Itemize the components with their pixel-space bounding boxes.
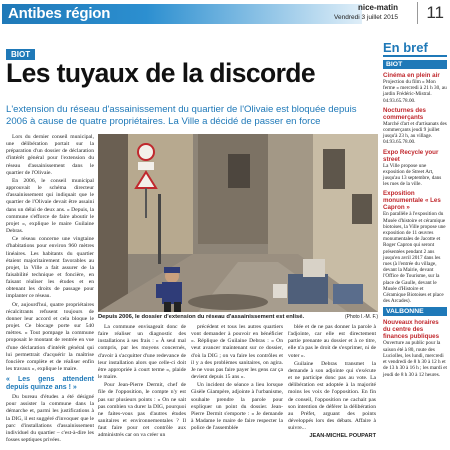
- page-header: [0, 0, 450, 28]
- paragraph: En 2006, le conseil municipal approuvait le schéma directeur d'assainissement qui indiquait que le quartier de l'Olivaie devait être assaini dans un délai de deux ans. « Depuis, la commune s'efforce de faire aboutir le projet », explique le maire Guilaine Debras.: [6, 177, 94, 235]
- paragraph: Lors du dernier conseil municipal, une délibération portait sur la préparation d'un dossier de déclaration d'intérêt général pour l'extension du réseau d'assainissement dans le quartier de l'Olivaie.: [6, 134, 94, 176]
- section-title: Antibes région: [8, 5, 111, 22]
- brief-title: Cinéma en plein air: [383, 72, 440, 79]
- headline: Les tuyaux de la discorde: [6, 58, 316, 88]
- article-column-2: [98, 324, 186, 441]
- paragraph: Un incident de séance a lieu lorsque Gisèle Giampère, adjointe à l'urbanisme, souhaite prendre la parole pour expliquer un point du dossier. Jean-Pierre Dermit s'emporte : « Je demande à Madame le maire de faire respecter la police de l'assemblée: [191, 382, 283, 432]
- street-scene-illustration: [98, 134, 378, 312]
- photo-credit: (Photo I.-M. F.): [344, 314, 378, 320]
- brief-title: Expo Recycle your street: [383, 148, 439, 163]
- paragraph: La commune envisageait donc de faire réaliser un diagnostic des installations à ses frais : « À seul mal compris, par les moyens concernés, d'avoir à s'acquitter d'une redevance de leur installation alors que celle-ci doit être appropriée à court terme », plaide le maire.: [98, 324, 186, 381]
- brief-body: En parallèle à l'exposition du Musée d'histoire et céramique biotoises, la Ville propose une exposition de 11 œuvres monumentales de Jacotte et Roger Capron qui seront présentées pendant 2 ans jusqu'en avril 2017 dans les rues (à l'entrée du village, devant la Mairie, devant l'Office de Tourisme, sur la place de Gaulle, devant le Musée d'Histoire et Céramique Biotoises et place des Arcades).: [383, 211, 446, 305]
- article-column-4: [288, 324, 376, 441]
- brief-body: Marché d'art et d'artisanats des commerçants jeudi 9 juillet jusqu'à 23 h, au village. 04.93.65.78.00.: [383, 120, 447, 146]
- location-tag: BIOT: [6, 49, 35, 60]
- paragraph: Guilaine Debras transmet la demande à son adjointe qui s'exécute et ne participe donc pas au vote. La délibération est adoptée à la majorité moins les voix de l'opposition. En fin de conseil, l'opposition ne cachait pas son intention de déférer la délibération au Préfet, arguant des points développés lors des débats. Affaire à suivre...: [288, 360, 376, 432]
- masthead: [334, 3, 398, 22]
- subheading: « Les gens attendent depuis quinze ans ! »: [6, 376, 94, 392]
- paragraph: précédent et tous les autres quartiers vont demander à pouvoir en bénéficier ». Réplique de Guilaine Debras : « On veut avancer maintenant sur ce dossier, d'où la DIG ; on va faire les contrôles et il y a des problèmes sanitaires, on agira. Je ne vous pas faire payer les gens car ça devient depuis 15 ans ».: [191, 324, 283, 381]
- brief-title: Nouveaux horaires du centre des finances publiques: [383, 319, 440, 341]
- paragraph: Pour Jean-Pierre Dermit, chef de file de l'opposition, le compte n'y est pas sur plusieurs points : « On ne sait pas combien va durer la DIG, pourquoi ne faites-vous pas d'autres études sanitaires et environnementales ? Il faut faire pour cet contrôle aux administrés car on va créer un: [98, 382, 186, 439]
- article-column-3: [191, 324, 283, 433]
- paragraph: Du bureau d'études a été désigné pour assister la commune dans la démarche et, parmi les justifications à la DIG, il est suggéré d'invoquer que le parc d'installations d'assainissement individuel du quartier – c'est-à-dire les fosses septiques privées.: [6, 394, 94, 444]
- sidebar-location-biot: BIOT: [383, 60, 447, 69]
- brief-body: La Ville propose une exposition de Street Art, jusqu'au 13 septembre, dans les rues de la ville.: [383, 162, 442, 188]
- page-number: 11: [417, 2, 444, 24]
- brief-title: Nocturnes des commerçants: [383, 106, 426, 121]
- article-column-1: [6, 134, 94, 445]
- paragraph: Or, aujourd'hui, quatre propriétaires récalcitrants refusent toujours de donner leur accord et cela bloque le projet. Ce blocage porte sur 540 mètres. « Tout pompage la commune proposait le montant de rentrée en vue d'une déclaration d'intérêt général qui lui permettrait d'acquérir la maîtrise foncière complète et de réaliser enfin les travaux », explique le maire.: [6, 301, 94, 372]
- paragraph: blée et de ne pas donner la parole à l'adjointe, car elle est directement partie prenante au dossier et à ce titre, elle n'a pas le droit de s'exprimer, ni de voter ».: [288, 324, 376, 359]
- brand-name: nice-matin: [357, 3, 398, 12]
- photo-caption: Depuis 2006, le dossier d'extension du réseau d'assainissement est enlisé.: [98, 314, 305, 320]
- sidebar-location-valbonne: VALBONNE: [383, 307, 447, 316]
- news-briefs-sidebar: [383, 40, 447, 378]
- standfirst: L'extension du réseau d'assainissement du quartier de l'Olivaie est bloquée depuis 2006 à cause de quatre propriétaires. La Ville a décidé de passer en force: [6, 104, 357, 127]
- photo-caption-bar: [98, 314, 378, 320]
- sidebar-title: En bref: [383, 40, 447, 57]
- article-photo: [98, 134, 378, 312]
- issue-date: Vendredi 3 juillet 2015: [334, 14, 398, 21]
- byline: JEAN-MICHEL POUPART: [309, 433, 376, 440]
- brief-body: Projection du film « Mon ferme » mercredi à 21 h 30, au jardin Frédéric-Mistral. 04.93.65.78.00.: [383, 79, 447, 104]
- brief-body: Ouverture au public pour la saison été à 80, route des Luciolles, les lundi, mercredi et vendredi de 8 h 30 à 12 h et de 13 h 30 à 16 h ; les mardi et jeudi de 8 h 30 à 12 heures.: [383, 340, 447, 378]
- brief-title: Exposition monumentale « Les Capron »: [383, 190, 441, 212]
- paragraph: Ce réseau concerne une vingtaine d'habitations pour environ 960 mètres linéaires. Les habitants du quartier étaient majoritairement favorables au projet, la Ville a fait assurer de la faisabilité technique et foncière, en faisant réaliser les études et en obtenant les droits de passage pour implanter ce réseau.: [6, 236, 94, 300]
